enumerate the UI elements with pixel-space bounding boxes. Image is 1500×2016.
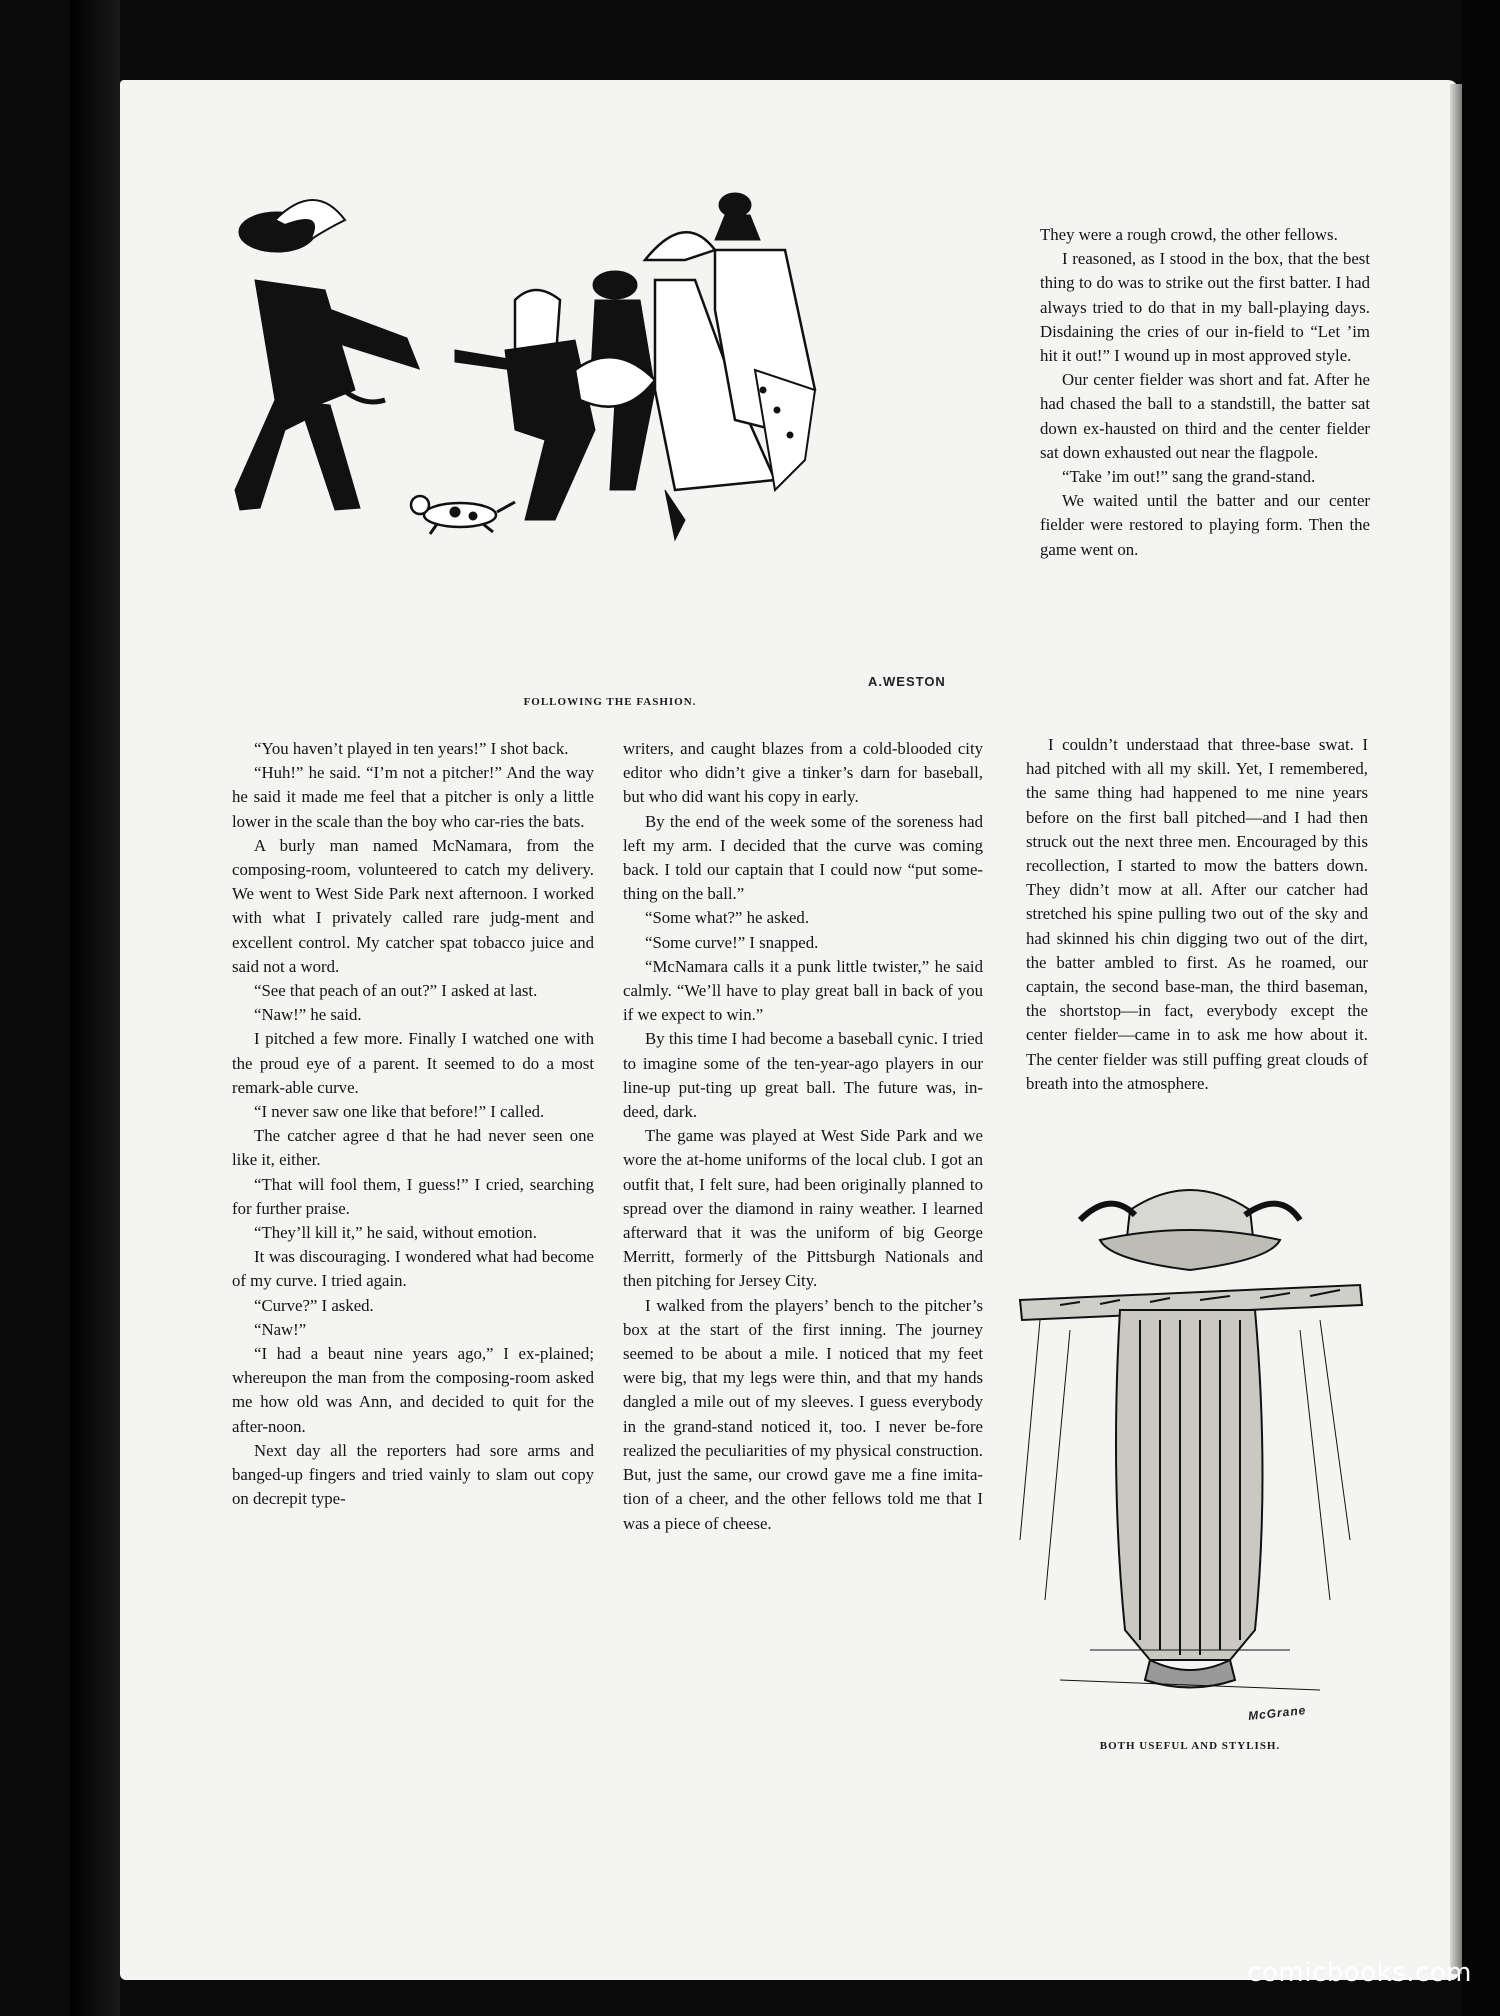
paragraph: I walked from the players’ bench to the pitcher’s box at the start of the first inning. The journey seemed to be about a mile. I noticed that my feet were big, that my legs were thin, and that my hands dangled a mile out of my sleeves. I guess everybody in the grand-stand noticed it, too. I never be-fore realized the peculiarities of my physical construction. But, just the same, our crowd gave me a fine imita-tion of a cheer, and the other fellows told me that I was a piece of cheese. [623, 1295, 983, 1533]
paragraph: “You haven’t played in ten years!” I shot back. [254, 739, 569, 758]
paragraph: Next day all the reporters had sore arms and banged-up fingers and tried vainly to slam out copy on decrepit type- [232, 1440, 594, 1509]
paragraph: I reasoned, as I stood in the box, that the best thing to do was to strike out the first batter. I had always tried to do that in my ball-playing days. Disdaining the cries of our in-field to “Let ’im hit it out!” I wound up in most approved style. [1040, 249, 1370, 366]
paragraph: “McNamara calls it a punk little twister,” he said calmly. “We’ll have to play great ball in back of you if we expect to win.” [623, 956, 983, 1025]
article-column-right-lower [1026, 733, 1368, 1096]
paragraph: We waited until the batter and our center fielder were restored to playing form. Then the game went on. [1040, 491, 1370, 559]
paragraph: By this time I had become a baseball cynic. I tried to imagine some of the ten-year-ago players in our line-up put-ting up great ball. The future was, in-deed, dark. [623, 1029, 983, 1122]
paragraph: The game was played at West Side Park and we wore the at-home uniforms of the local club. I got an outfit that, I felt sure, had been originally planned to spread over the diamond in rainy weather. I learned afterward that it was the uniform of big George Merritt, formerly of the Pittsburgh Nationals and then pitching for Jersey City. [623, 1126, 983, 1291]
scarecrow-caption: BOTH USEFUL AND STYLISH. [1099, 1740, 1281, 1752]
paragraph: “They’ll kill it,” he said, without emotion. [254, 1223, 537, 1243]
article-column-top-right [1040, 223, 1370, 562]
paragraph: They were a rough crowd, the other fellows. [1040, 225, 1338, 244]
paragraph: “Curve?” I asked. [254, 1295, 374, 1315]
paragraph: The catcher agree d that he had never seen one like it, either. [232, 1126, 594, 1170]
paragraph: A burly man named McNamara, from the composing-room, volunteered to catch my delivery. We went to West Side Park next afternoon. I worked with what I privately called rare judg-ment and excellent control. My catcher spat tobacco juice and said not a word. [232, 835, 594, 976]
paragraph: By the end of the week some of the soreness had left my arm. I decided that the curve was coming back. I told our captain that I could now “put some-thing on the ball.” [623, 811, 983, 904]
page-edge [1450, 84, 1462, 1974]
article-column-left [232, 737, 594, 1512]
paragraph: “I never saw one like that before!” I called. [254, 1102, 545, 1122]
paragraph: writers, and caught blazes from a cold-blooded city editor who didn’t give a tinker’s darn for baseball, but who did want his copy in early. [623, 739, 983, 807]
illustrator-signature: McGrane [1247, 1702, 1307, 1724]
fashion-illustration [215, 190, 1005, 690]
paragraph: “Naw!” [254, 1319, 307, 1339]
dog-figure [411, 496, 515, 534]
paragraph: I couldn’t understaad that three-base swat. I had pitched with all my skill. Yet, I remembered, the same thing had happened to me nine years before on the first ball pitched—and I had then struck out the next three men. Encouraged by this recollection, I started to mow the batters down. They didn’t mow at all. After our catcher had stretched his spine pulling two out of the sky and had skinned his chin digging two out of the dirt, the batter ambled to first. As he roamed, our captain, the second base-man, the third baseman, the shortstop—in fact, everybody except the center fielder—came in to ask me how about it. The center fielder was still puffing great clouds of breath into the atmosphere. [1026, 735, 1368, 1093]
site-watermark: comicbooks.com [1247, 1958, 1472, 1988]
paragraph: “Take ’im out!” sang the grand-stand. [1062, 467, 1316, 487]
fashion-caption: FOLLOWING THE FASHION. [523, 696, 697, 708]
book-binding-shadow [70, 0, 120, 2016]
right-margin-dark [1462, 0, 1500, 2016]
paragraph: It was discouraging. I wondered what had become of my curve. I tried again. [232, 1247, 594, 1291]
paragraph: Our center fielder was short and fat. After he had chased the ball to a standstill, the batter sat down ex-hausted on third and the center fielder sat down exhausted out near the flagpole. [1040, 370, 1370, 462]
illustrator-signature: A.WESTON [868, 674, 946, 689]
scarecrow-illustration [1000, 1180, 1380, 1720]
paragraph: “Some what?” he asked. [645, 908, 810, 928]
paragraph: “Huh!” he said. “I’m not a pitcher!” And the way he said it made me feel that a pitcher is only a little lower in the scale than the boy who car-ries the bats. [232, 763, 594, 831]
paragraph: “Naw!” he said. [254, 1005, 362, 1025]
article-column-middle [623, 737, 983, 1536]
walking-woman-figure [235, 200, 415, 510]
paragraph: “Some curve!” I snapped. [645, 932, 819, 952]
paragraph: I pitched a few more. Finally I watched one with the proud eye of a parent. It seemed to do a most remark-able curve. [232, 1029, 594, 1097]
paragraph: “See that peach of an out?” I asked at last. [254, 981, 538, 1001]
paragraph: “That will fool them, I guess!” I cried, searching for further praise. [232, 1174, 594, 1218]
paragraph: “I had a beaut nine years ago,” I ex-plained; whereupon the man from the composing-room asked me how old was Ann, and decided to quit for the after-noon. [232, 1344, 594, 1436]
crowd-group-figure [455, 193, 815, 540]
